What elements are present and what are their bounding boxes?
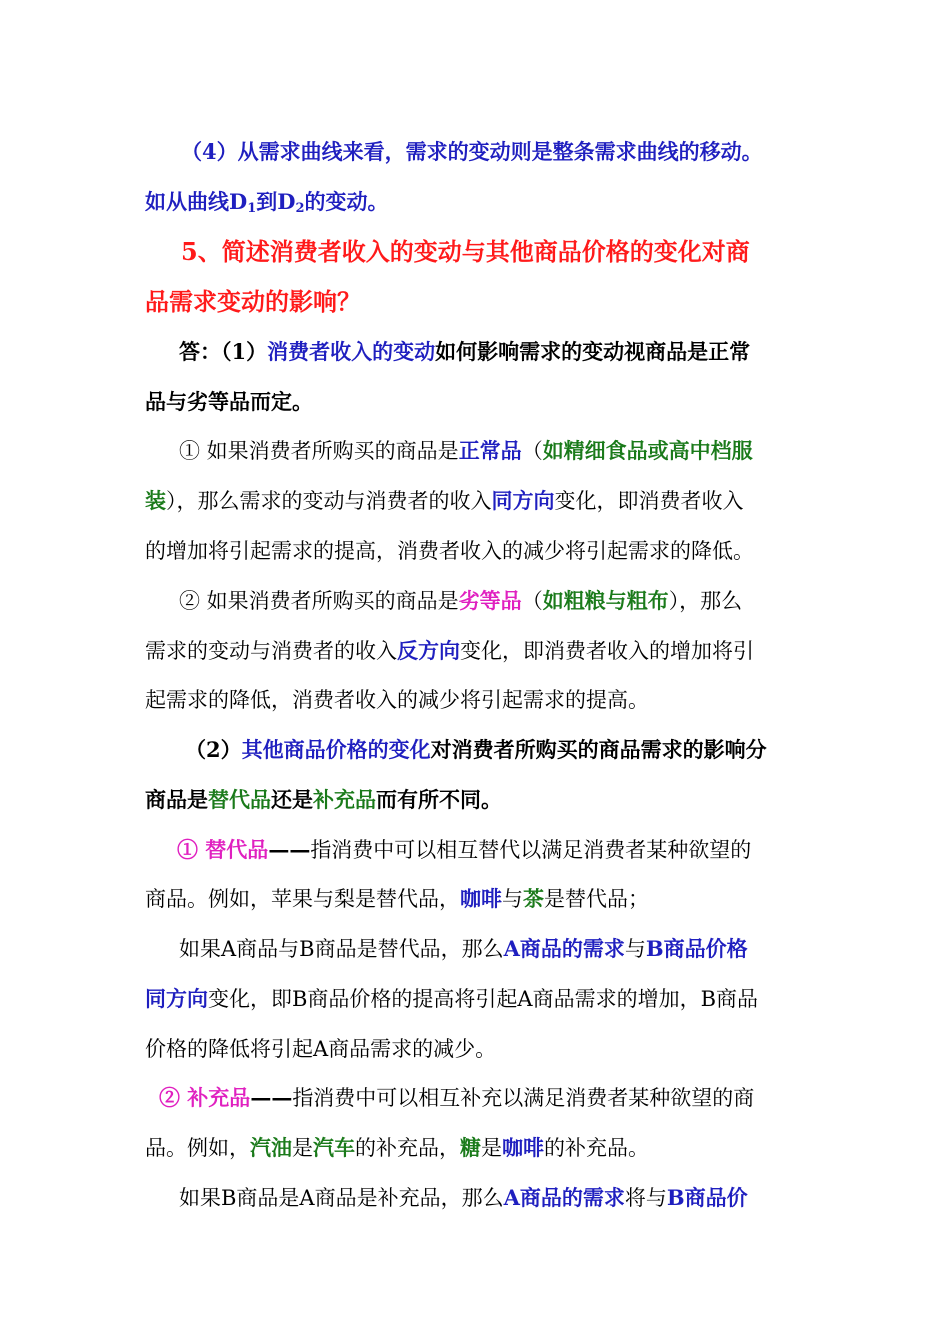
answer1-line2: 品与劣等品而定。 — [145, 389, 313, 414]
normal-goods-line2: 装），那么需求的变动与消费者的收入同方向变化，即消费者收入 — [145, 488, 744, 513]
answer1-line1: 答：（1）消费者收入的变动如何影响需求的变动视商品是正常 — [179, 339, 751, 364]
para4-line2: 如从曲线$D_1$到$D_2$的变动。 — [145, 189, 389, 216]
inferior-goods-line3: 起需求的降低，消费者收入的减少将引起需求的提高。 — [145, 688, 649, 712]
complement-line3: 如果B商品是A商品是补充品，那么A商品的需求将与B商品价 — [179, 1185, 748, 1210]
question-heading-line1: 5、简述消费者收入的变动与其他商品价格的变化对商 — [181, 237, 750, 266]
inferior-goods-line2: 需求的变动与消费者的收入反方向变化，即消费者收入的增加将引 — [145, 638, 754, 663]
normal-goods-line1: ① 如果消费者所购买的商品是正常品（如精细食品或高中档服 — [179, 438, 753, 463]
normal-goods-line3: 的增加将引起需求的提高，消费者收入的减少将引起需求的降低。 — [145, 539, 754, 563]
para4-line1: （4）从需求曲线来看，需求的变动则是整条需求曲线的移动。 — [181, 139, 763, 164]
complement-line1: ② 补充品——指消费中可以相互补充以满足消费者某种欲望的商 — [159, 1085, 755, 1110]
substitute-line4: 同方向变化，即B商品价格的提高将引起A商品需求的增加，B商品 — [145, 986, 759, 1011]
answer2-line2: 商品是替代品还是补充品而有所不同。 — [145, 787, 502, 812]
complement-line2: 品。例如，汽油是汽车的补充品，糖是咖啡的补充品。 — [145, 1135, 649, 1160]
substitute-line5: 价格的降低将引起A商品需求的减少。 — [145, 1037, 497, 1061]
substitute-line1: ① 替代品——指消费中可以相互替代以满足消费者某种欲望的 — [177, 837, 752, 862]
answer2-line1: （2）其他商品价格的变化对消费者所购买的商品需求的影响分 — [185, 737, 767, 762]
substitute-line3: 如果A商品与B商品是替代品，那么A商品的需求与B商品价格 — [179, 936, 748, 961]
inferior-goods-line1: ② 如果消费者所购买的商品是劣等品（如粗粮与粗布），那么 — [179, 588, 743, 613]
substitute-line2: 商品。例如，苹果与梨是替代品，咖啡与茶是替代品； — [145, 886, 649, 911]
question-heading-line2: 品需求变动的影响？ — [145, 287, 361, 316]
